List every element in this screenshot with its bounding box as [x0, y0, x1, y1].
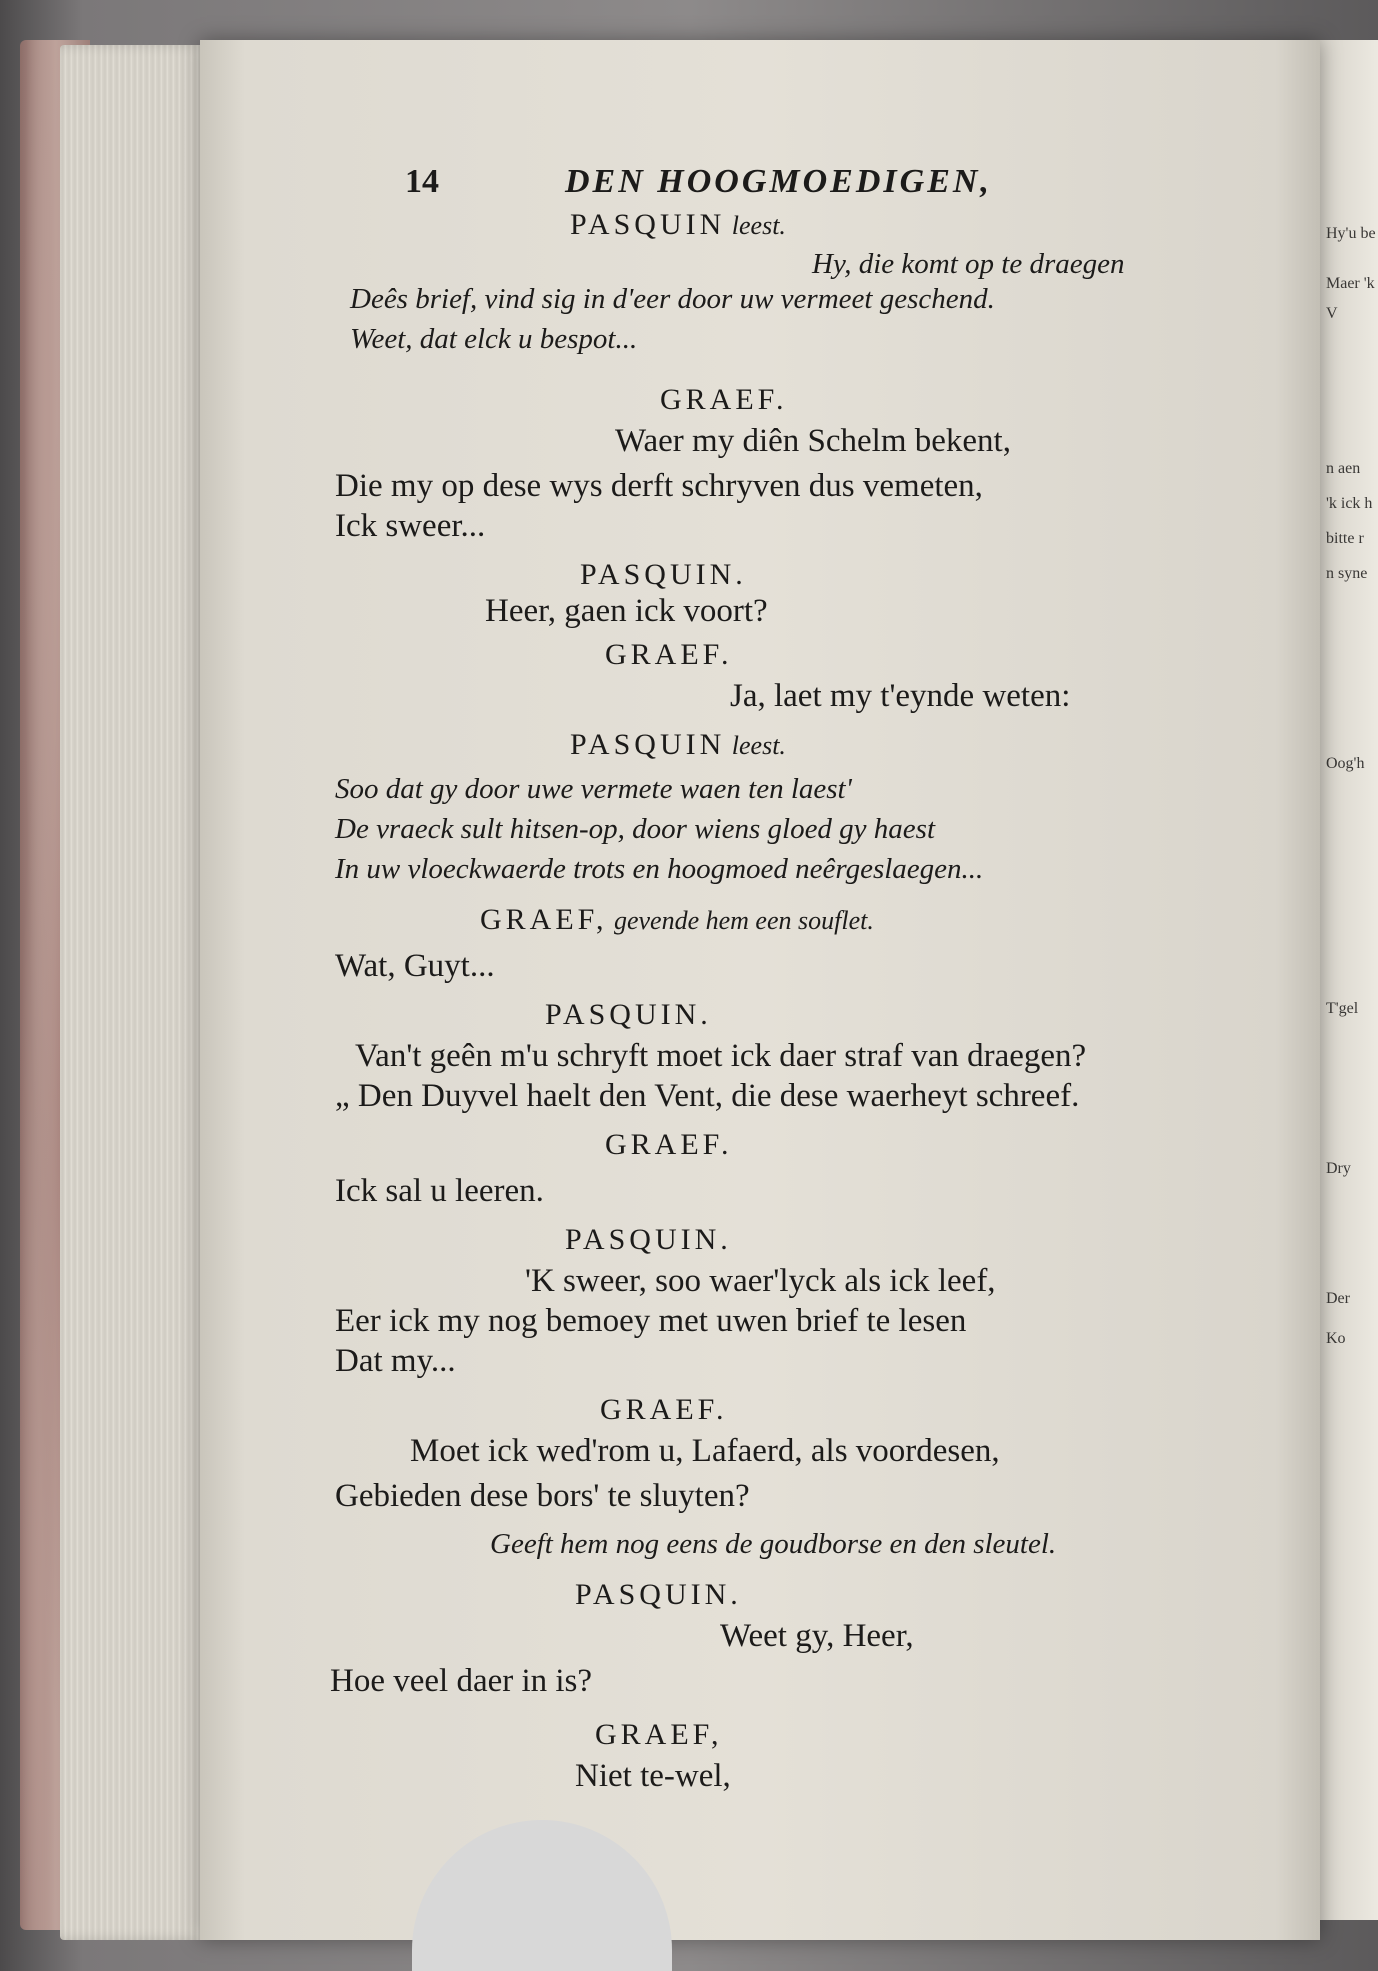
italic-verse-line: Weet, dat elck u bespot...: [350, 323, 638, 355]
speaker-name: PASQUIN.: [575, 1578, 742, 1611]
verse-line: Ick sweer...: [335, 508, 486, 544]
page-edges: [60, 45, 220, 1940]
italic-verse-line: Geeft hem nog eens de goudborse en den sleutel.: [490, 1528, 1057, 1560]
verse-line: Gebieden dese bors' te sluyten?: [335, 1478, 750, 1514]
facing-page-fragment: Dry: [1326, 1160, 1351, 1177]
page-number: 14: [405, 163, 439, 200]
speaker-name: PASQUIN: [570, 728, 726, 761]
stage-direction: leest.: [725, 731, 786, 760]
speaker-name: GRAEF.: [660, 383, 788, 416]
facing-page-fragment: V: [1326, 305, 1338, 322]
speaker-line: [570, 210, 786, 240]
facing-page-fragment: 'k ick h: [1326, 495, 1373, 512]
verse-line: Dat my...: [335, 1343, 456, 1379]
speaker-name: PASQUIN: [570, 208, 726, 241]
speaker-name: PASQUIN.: [565, 1223, 732, 1256]
facing-page-fragment: Der: [1326, 1290, 1350, 1307]
facing-page-fragment: n syne: [1326, 565, 1368, 582]
italic-verse-line: Deês brief, vind sig in d'eer door uw vermeet geschend.: [350, 283, 995, 315]
speaker-line: [565, 1225, 732, 1255]
facing-page-fragment: Oog'h: [1326, 755, 1365, 772]
speaker-line: [570, 730, 786, 760]
italic-verse-line: Hy, die komt op te draegen: [812, 248, 1125, 280]
verse-line: Weet gy, Heer,: [720, 1618, 914, 1654]
verse-line: 'K sweer, soo waer'lyck als ick leef,: [525, 1263, 996, 1299]
facing-page-fragment: Ko: [1326, 1330, 1346, 1347]
speaker-line: [600, 1395, 727, 1425]
speaker-line: [595, 1720, 722, 1750]
verse-line: Waer my diên Schelm bekent,: [615, 423, 1011, 459]
facing-page: [1318, 40, 1378, 1920]
verse-line: Heer, gaen ick voort?: [485, 593, 768, 629]
italic-verse-line: De vraeck sult hitsen-op, door wiens gloed gy haest: [335, 813, 936, 845]
speaker-name: PASQUIN.: [580, 558, 747, 591]
stage-direction: leest.: [725, 211, 786, 240]
verse-line: Ick sal u leeren.: [335, 1173, 544, 1209]
book-page: [200, 40, 1320, 1940]
speaker-name: GRAEF,: [595, 1718, 723, 1751]
facing-page-fragment: Hy'u be: [1326, 225, 1376, 242]
speaker-line: [480, 905, 874, 935]
facing-page-fragment: Maer 'k: [1326, 275, 1375, 292]
speaker-name: GRAEF,: [480, 903, 608, 936]
verse-line: „ Den Duyvel haelt den Vent, die dese waerheyt schreef.: [335, 1078, 1080, 1114]
facing-page-fragment: T'gel: [1326, 1000, 1359, 1017]
speaker-line: [605, 1130, 732, 1160]
verse-line: Van't geên m'u schryft moet ick daer straf van draegen?: [355, 1038, 1087, 1074]
running-head: DEN HOOGMOEDIGEN,: [565, 163, 992, 200]
stage-direction: gevende hem een souflet.: [607, 906, 874, 935]
speaker-name: GRAEF.: [600, 1393, 728, 1426]
verse-line: Die my op dese wys derft schryven dus vemeten,: [335, 468, 983, 504]
speaker-line: [660, 385, 787, 415]
speaker-name: GRAEF.: [605, 1128, 733, 1161]
verse-line: Wat, Guyt...: [335, 948, 495, 984]
italic-verse-line: Soo dat gy door uwe vermete waen ten laest': [335, 773, 852, 805]
speaker-line: [580, 560, 747, 590]
verse-line: Moet ick wed'rom u, Lafaerd, als voordesen,: [410, 1433, 1000, 1469]
verse-line: Niet te-wel,: [575, 1758, 731, 1794]
verse-line: Ja, laet my t'eynde weten:: [730, 678, 1071, 714]
facing-page-fragment: n aen: [1326, 460, 1361, 477]
speaker-line: [605, 640, 732, 670]
speaker-name: GRAEF.: [605, 638, 733, 671]
facing-page-fragment: bitte r: [1326, 530, 1364, 547]
speaker-name: PASQUIN.: [545, 998, 712, 1031]
verse-line: Eer ick my nog bemoey met uwen brief te lesen: [335, 1303, 967, 1339]
speaker-line: [545, 1000, 712, 1030]
italic-verse-line: In uw vloeckwaerde trots en hoogmoed neêrgeslaegen...: [335, 853, 984, 885]
speaker-line: [575, 1580, 742, 1610]
verse-line: Hoe veel daer in is?: [330, 1663, 593, 1699]
